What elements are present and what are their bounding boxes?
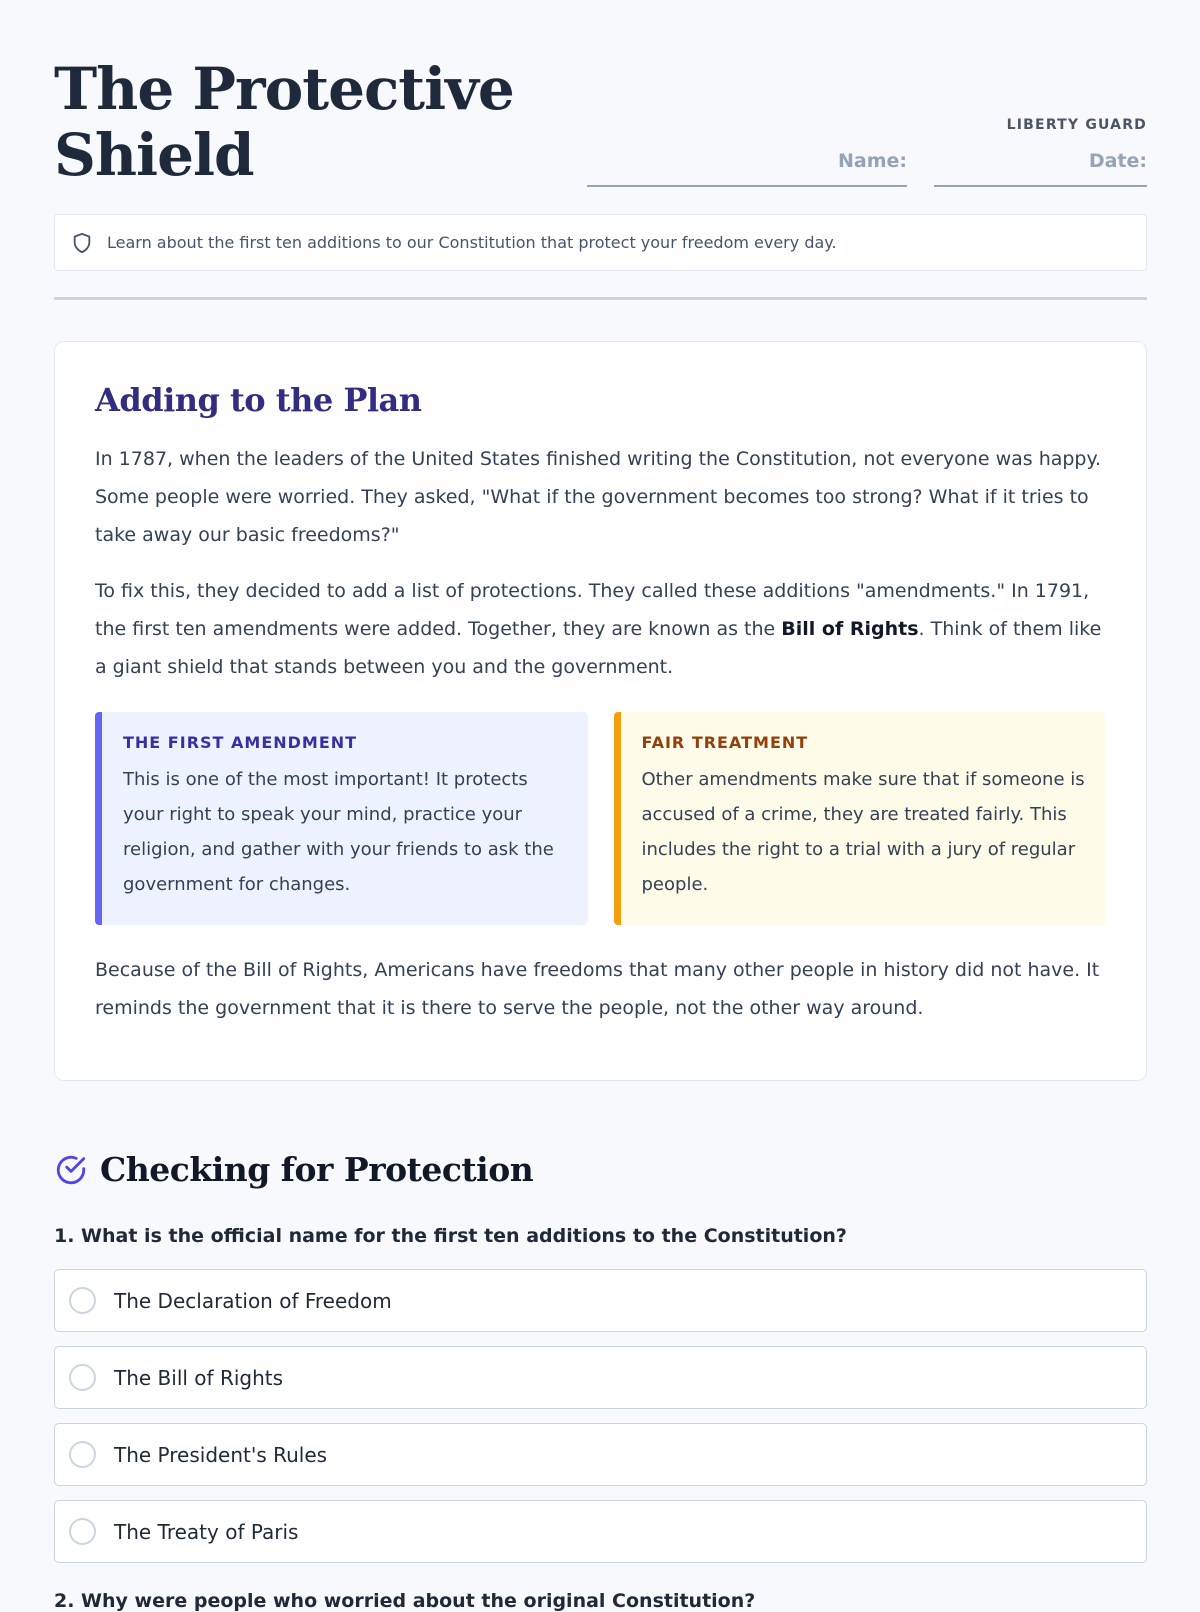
first-amendment-body: This is one of the most important! It protects your right to speak your mind, practice your religion, and gather with your friends to ask the government for changes. (123, 769, 554, 895)
option-label: The Bill of Rights (114, 1365, 284, 1390)
quiz-header (54, 1150, 533, 1189)
first-amendment-heading: THE FIRST AMENDMENT (123, 733, 358, 752)
answer-option-3[interactable] (54, 1423, 1147, 1486)
radio-button[interactable] (69, 1287, 96, 1314)
quiz-title: Checking for Protection (100, 1150, 534, 1189)
radio-button[interactable] (69, 1518, 96, 1545)
intro-text: Learn about the first ten additions to our Constitution that protect your freedom every day. (107, 233, 837, 252)
question-2: 2. Why were people who worried about the original Constitution? (54, 1590, 756, 1612)
intro-banner (54, 214, 1147, 271)
paragraph-2 (95, 572, 1106, 686)
question-1: 1. What is the official name for the first ten additions to the Constitution? (54, 1225, 847, 1247)
name-field[interactable] (587, 150, 907, 187)
title-line-2: Shield (54, 121, 254, 189)
brand-label: LIBERTY GUARD (1006, 117, 1147, 133)
fair-treatment-box (614, 712, 1107, 925)
reading-heading: Adding to the Plan (95, 381, 422, 419)
paragraph-3: Because of the Bill of Rights, Americans have freedoms that many other people in history did not have. It reminds the government that it is there to serve the people, not the other way around. (95, 959, 1100, 1019)
title-line-1: The Protective (54, 55, 514, 123)
date-field[interactable] (934, 150, 1147, 187)
page-title (54, 56, 514, 188)
first-amendment-box (95, 712, 588, 925)
check-circle-icon (54, 1153, 88, 1187)
paragraph-1: In 1787, when the leaders of the United States finished writing the Constitution, not everyone was happy. Some people were worried. They asked, "What if the government becomes too strong? What if it tries to take away our basic freedoms?" (95, 448, 1102, 546)
radio-button[interactable] (69, 1441, 96, 1468)
worksheet-page (54, 0, 1147, 1612)
header (54, 0, 1147, 200)
question-1-options (54, 1269, 1147, 1577)
fair-treatment-body: Other amendments make sure that if someone is accused of a crime, they are treated fairly. This includes the right to a trial with a jury of regular people. (641, 769, 1085, 895)
reading-card (54, 341, 1147, 1081)
paragraph-2-start: To fix this, they decided to add a list of protections. They called these additions "amendments." In 1791, the first ten amendments were added. Together, they are known as the (95, 580, 1090, 640)
fair-treatment-heading: FAIR TREATMENT (641, 733, 809, 752)
shield-icon (71, 232, 93, 254)
divider (54, 297, 1147, 300)
option-label: The Declaration of Freedom (114, 1288, 392, 1313)
paragraph-2-end: . Think of them like a giant shield that stands between you and the government. (95, 618, 1102, 678)
date-label: Date: (1088, 150, 1147, 172)
name-label: Name: (837, 150, 907, 172)
answer-option-4[interactable] (54, 1500, 1147, 1563)
bill-of-rights-term: Bill of Rights (781, 618, 919, 640)
callout-boxes (95, 712, 1106, 925)
answer-option-1[interactable] (54, 1269, 1147, 1332)
radio-button[interactable] (69, 1364, 96, 1391)
answer-option-2[interactable] (54, 1346, 1147, 1409)
option-label: The President's Rules (114, 1442, 328, 1467)
option-label: The Treaty of Paris (114, 1519, 299, 1544)
